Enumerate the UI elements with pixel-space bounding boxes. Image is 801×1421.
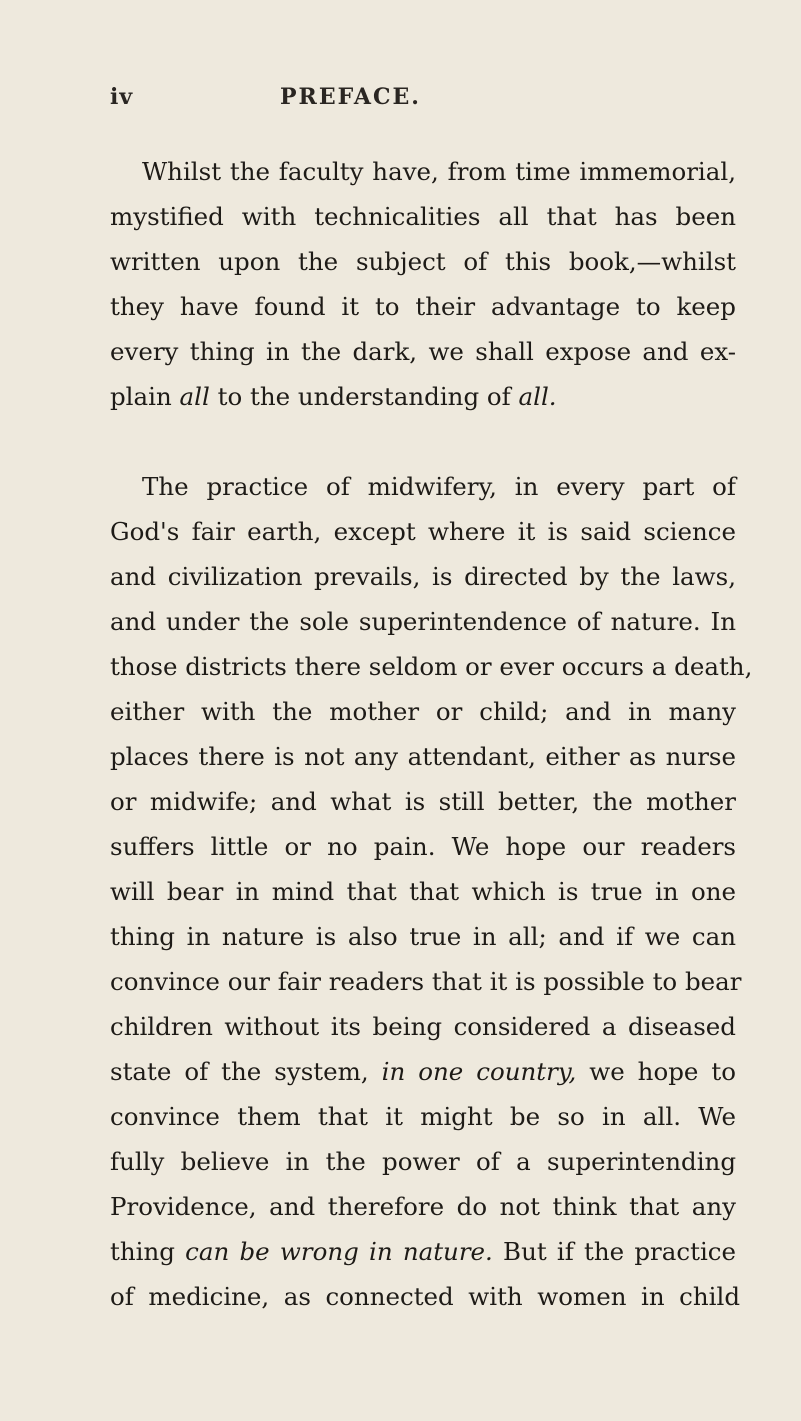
italic-fragment: in one country, — [381, 1057, 577, 1086]
text-line: children without its being considered a diseased — [110, 1012, 736, 1041]
text-line: thing in nature is also true in all; and if we can — [110, 922, 736, 951]
text-line: Providence, and therefore do not think that any — [110, 1192, 736, 1221]
text-line: those districts there seldom or ever occurs a death, — [110, 652, 753, 681]
italic-fragment: can be wrong in nature. — [185, 1237, 493, 1266]
text-line: God's fair earth, except where it is said science — [110, 517, 736, 546]
paragraph-spacer — [110, 419, 736, 464]
text-fragment: to the understanding of — [209, 382, 519, 411]
text-line: every thing in the dark, we shall expose and ex- — [110, 337, 736, 366]
text-line: The practice of midwifery, in every part of — [142, 472, 736, 501]
text-line: suffers little or no pain. We hope our readers — [110, 832, 736, 861]
italic-fragment: all. — [518, 382, 557, 411]
text-line: places there is not any attendant, either as nurse — [110, 742, 736, 771]
text-line — [110, 374, 736, 419]
italic-fragment: all — [179, 382, 210, 411]
paragraph-1 — [110, 149, 736, 419]
text-line: of medicine, as connected with women in child — [110, 1282, 740, 1311]
text-line: convince them that it might be so in all. We — [110, 1102, 736, 1131]
text-line: Whilst the faculty have, from time immemorial, — [142, 157, 736, 186]
text-fragment: we hope to — [576, 1057, 736, 1086]
text-fragment: plain — [110, 382, 180, 411]
text-line: will bear in mind that that which is true in one — [110, 877, 736, 906]
paragraph-2 — [110, 464, 753, 1319]
text-line: convince our fair readers that it is possible to bear — [110, 967, 742, 996]
text-fragment: But if the practice — [492, 1237, 736, 1266]
text-line: and under the sole superintendence of nature. In — [110, 607, 736, 636]
body-text — [110, 149, 753, 1319]
running-head — [110, 84, 740, 118]
text-line: either with the mother or child; and in many — [110, 697, 736, 726]
text-line: written upon the subject of this book,—whilst — [110, 247, 736, 276]
text-line: they have found it to their advantage to keep — [110, 292, 736, 321]
text-line — [110, 1229, 736, 1274]
text-line: fully believe in the power of a superintending — [110, 1147, 736, 1176]
page-number: iv — [110, 84, 134, 110]
text-fragment: thing — [110, 1237, 186, 1266]
text-line: and civilization prevails, is directed by the laws, — [110, 562, 736, 591]
text-fragment: state of the system, — [110, 1057, 382, 1086]
text-line: mystified with technicalities all that has been — [110, 202, 736, 231]
text-line — [110, 1049, 736, 1094]
text-line: or midwife; and what is still better, the mother — [110, 787, 736, 816]
running-title: PREFACE. — [280, 84, 421, 110]
